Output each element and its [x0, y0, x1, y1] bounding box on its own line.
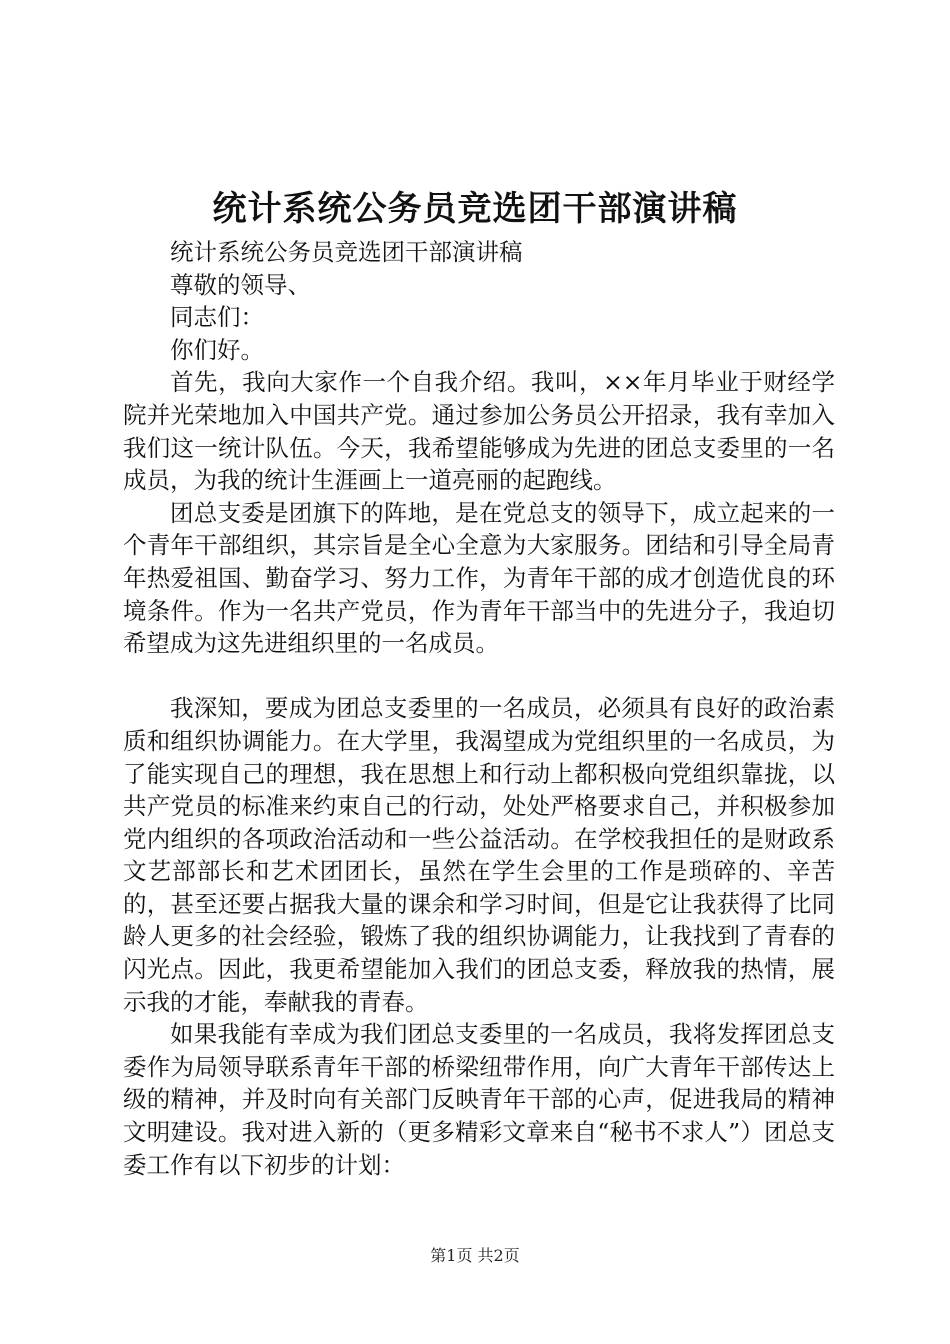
document-title: 统计系统公务员竞选团干部演讲稿	[212, 189, 738, 229]
paragraph-qualifications: 我深知，要成为团总支委里的一名成员，必须具有良好的政治素质和组织协调能力。在大学里，我渴望成为党组织里的一名成员，为了能实现自己的理想，我在思想上和行动上都积极向党组织靠拢，以共产党员的标准来约束自己的行动，处处严格要求自己，并积极参加党内组织的各项政治活动和一些公益活动。在学校我担任的是财政系文艺部部长和艺术团团长，虽然在学生会里的工作是琐碎的、辛苦的，甚至还要占据我大量的课余和学习时间，但是它让我获得了比同龄人更多的社会经验，锻炼了我的组织协调能力，让我找到了青春的闪光点。因此，我更希望能加入我们的团总支委，释放我的热情，展示我的才能，奉献我的青春。	[123, 694, 835, 1016]
paragraph-salutation-leaders: 尊敬的领导、	[170, 270, 311, 299]
paragraph-introduction: 首先，我向大家作一个自我介绍。我叫，××年月毕业于财经学院并光荣地加入中国共产党。通过参加公务员公开招录，我有幸加入我们这一统计队伍。今天，我希望能够成为先进的团总支委里的一名成员，为我的统计生涯画上一道亮丽的起跑线。	[123, 368, 835, 495]
paragraph-salutation-comrades: 同志们：	[170, 303, 264, 332]
paragraph-plans: 如果我能有幸成为我们团总支委里的一名成员，我将发挥团总支委作为局领导联系青年干部的桥梁纽带作用，向广大青年干部传达上级的精神，并及时向有关部门反映青年干部的心声，促进我局的精神文明建设。我对进入新的（更多精彩文章来自“秘书不求人”）团总支委工作有以下初步的计划：	[123, 1020, 835, 1179]
paragraph-league-committee: 团总支委是团旗下的阵地，是在党总支的领导下，成立起来的一个青年干部组织，其宗旨是全心全意为大家服务。团结和引导全局青年热爱祖国、勤奋学习、努力工作，为青年干部的成才创造优良的环境条件。作为一名共产党员，作为青年干部当中的先进分子，我迫切希望成为这先进组织里的一名成员。	[123, 498, 835, 658]
paragraph-subtitle: 统计系统公务员竞选团干部演讲稿	[170, 238, 523, 266]
paragraph-greeting: 你们好。	[170, 335, 264, 364]
document-body	[123, 236, 835, 1181]
page-footer: 第1页 共2页	[430, 1246, 520, 1265]
